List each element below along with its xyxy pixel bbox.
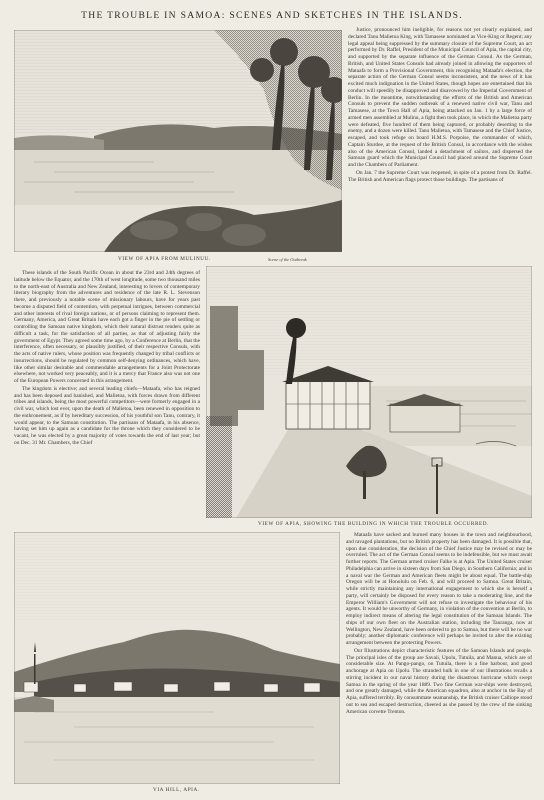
engraving-harbour [14, 30, 342, 252]
article-paragraph: On Jan. 7 the Supreme Court was reopened, in spite of a protest from Dr. Raffel. The British and American flags protect those buildings. The partisans of [348, 169, 532, 183]
article-column-middle-left [14, 270, 200, 526]
article-paragraph: These islands of the South Pacific Ocean in about the 23rd and 24th degrees of latitude below the Equator, and the 170th of west longitude, some two thousand miles to the north-east of Australia and New Zealand, interesting to lovers of contemporary literary biography from the adventures and residence of the late R. L. Stevenson there, and previously a notable scene of missionary labours, have for years past become a disputed field of contention, with perpetual intrigues, between commercial and other interests of rival foreign nations, or of persons claiming to represent them. Germany, America, and Great Britain have each got a finger in the pie of settling or controlling the Samoan native kingdom, which their natural distrust renders quite as difficult a task, for the satisfaction of all parties, as that of adjusting fairly the government of Egypt. They agreed some time ago, by a Conference at Berlin, that the interference, often necessary, or plausibly justified, of their respective Consuls, with the acts of native rulers, whose position was frequently changed by tribal conflicts or insurrections, should be regulated by common self-denying ordinances, which have, like other similar desirable and commendable arrangements for a Joint Protectorate elsewhere, not worked very peaceably, and it is a mercy that France also was not one of the European Powers concerned in this arrangement. [14, 270, 200, 384]
caption-credit: Scene of the Outbreak [268, 257, 307, 262]
page-headline: THE TROUBLE IN SAMOA: SCENES AND SKETCHES IN THE ISLANDS. [81, 10, 463, 21]
engraving-street-scene [206, 266, 532, 518]
article-column-bottom-right [346, 532, 532, 794]
illustration-apia-from-mulinuu [14, 30, 342, 252]
article-paragraph: The kingdom is elective; and several leading chiefs—Mataafa, who has reigned and has been deposed and banished, and Malietoa, with forces drawn from different tribes and islands, being the most powerful competitors—were formerly engaged in a civil war, which lost ever, upon the death of Malietoa, been renewed in opposition to the enthronement, as if by hereditary succession, of his youthful son Tanu, contrary, it would appear, to the Samoan constitution. The partisans of Mataafa, in his absence, having set him up again as a candidate for the throne which they considered to be vacant, he was elected by a great majority of votes towards the end of last year; but on Dec. 31 Mr. Chambers, the Chief [14, 385, 200, 446]
article-paragraph: Justice, pronounced him ineligible, for reasons not yet clearly explained, and declared Tanu Malietoa King, with Tamasese nominated as Vice-King or Regent; any legal appeal being suppressed by the summary closure of the Supreme Court, an act performed by Dr. Raffel, President of the Municipal Council of Apia, the capital city, and supported by the separate influence of the German Consul. As the German, British, and United States Consuls had already joined in allowing the supporters of Mataafa to form a Provisional Government, this recognising Mataafa's election, the separate action of the German Consul seems inconsistent, and the news of it has excited much indignation in the United States, though hopes are entertained that his conduct will speedily be disapproved and disavowed by the Imperial Government of Berlin. In the meantime, notwithstanding the efforts of the British and American Consuls to prevent the sudden outbreak of a renewed native civil war, Tanu and Tamasese, at the Town Hall of Apia, being attacked on Jan. 1 by a large force of armed men assembled at Mulinu, a fight then took place, in which the Malietoa party were defeated, five hundred of them being captured, or probably deserting to the enemy, and a dozen were killed. Tanu Malietoa, with Tamasese and the Chief Justice, escaped, and took refuge on board H.M.S. Porpoise, the commander of which, Captain Sturdee, at the request of the British Consul, in accordance with the wishes also of the American Consul, landed a detachment of sailors, and dispersed the Samoan guard which the Municipal Council had placed around the Supreme Court and the Chambers of Parliament. [348, 27, 532, 168]
article-column-top-right [348, 27, 532, 259]
caption-bottom-illustration: VIA HILL, APIA. [153, 787, 200, 793]
caption-top-illustration: VIEW OF APIA FROM MULINUU. [118, 256, 211, 262]
illustration-via-hill [14, 532, 340, 784]
article-paragraph: Mataafa have sacked and burned many houses in the town and neighbourhood, and ravaged plantations, but no British property has been damaged. It is possible that, upon due consideration, the decision of the Chief Justice may be revised or may be overruled. The act of the German Consul seems to be indefensible, but we must await further reports. The German armed cruiser Falke is at Apia. The United States cruiser Philadelphia can arrive in sixteen days from San Diego, in Southern California; and in a naval war the German and American fleets might be about equal. The battle-ship Oregon will be at Honolulu on Feb. 6, and will proceed to Samoa. Great Britain, while strictly maintaining any international engagement to which she is herself a party, will certainly be disposed for every reason to take a moderating line, and the Emperor William's Government will not refuse to investigate the behaviour of his agents. It would be unworthy of Germany, in violation of the convention at Berlin, to employ indirect means of altering the legal constitution of the Samoan Islands. The ships of our own fleet on the Australian station, including the Tauranga, now at Wellington, New Zealand, have been ordered to go to Samoa, but there will be no war probably; another diplomatic conference will perhaps be invited to alter the existing arrangement between the protecting Powers. [346, 532, 532, 646]
engraving-hill-town [14, 532, 340, 784]
caption-middle-illustration: VIEW OF APIA, SHOWING THE BUILDING IN WHICH THE TROUBLE OCCURRED. [258, 521, 490, 527]
illustration-apia-building [206, 266, 532, 518]
article-paragraph: Our Illustrations depict characteristic features of the Samoan Islands and people. The principal isles of the group are Savaii, Upolu, Tutuila, and Manua, which are of considerable size. At Pango-pango, on Tutuila, there is a fine harbour, and good anchorage at Apia on Upolu. The stranded hulk in one of our illustrations recalls a stirring incident in our naval history during the disastrous hurricane which swept Samoa in the spring of the year 1889. Two fine German war-ships were destroyed, and one greatly damaged, while the American squadron, also at anchor in the Bay of Apia, suffered terribly. By consummate seamanship, the British cruiser Calliope stood out to sea and escaped destruction, cheered as she passed by the crew of the sinking American corvette Trenton. [346, 647, 532, 715]
